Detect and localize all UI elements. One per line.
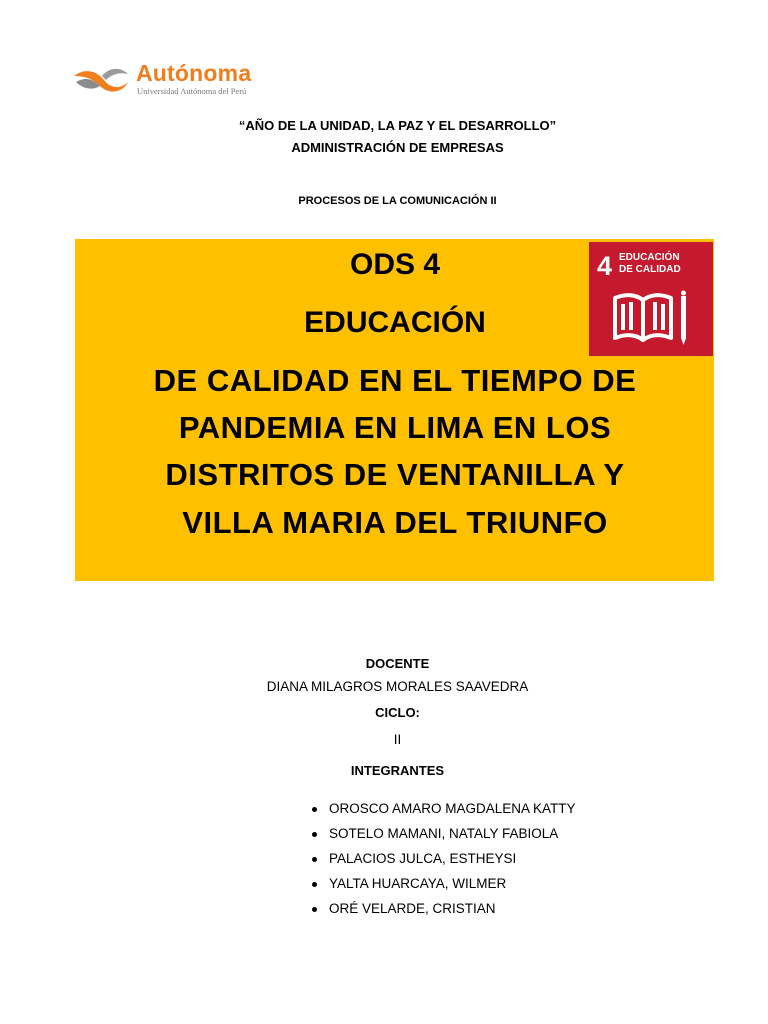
member-name: YALTA HUARCAYA, WILMER [329,876,507,891]
program-name: ADMINISTRACIÓN DE EMPRESAS [291,140,504,155]
sdg-label-line: DE CALIDAD [619,264,681,275]
teacher-name: DIANA MILAGROS MORALES SAAVEDRA [266,679,529,694]
title-line: VILLA MARIA DEL TRIUNFO [182,505,608,540]
cycle-label: CICLO: [375,705,420,720]
list-item [312,875,576,900]
cycle-value: II [393,732,402,747]
year-motto: “AÑO DE LA UNIDAD, LA PAZ Y EL DESARROLLO” [238,118,557,133]
bullet-icon [312,857,317,862]
sdg-label-line: EDUCACIÓN [619,252,680,263]
education-heading: EDUCACIÓN [304,306,486,339]
ods-heading: ODS 4 [349,248,441,281]
swoosh-logo-icon [72,64,130,94]
logo-wordmark: Autónoma [136,60,252,86]
sdg4-badge [589,242,713,356]
university-logo [72,60,262,100]
list-item [312,850,576,875]
bullet-icon [312,807,317,812]
bullet-icon [312,832,317,837]
bullet-icon [312,882,317,887]
teacher-label: DOCENTE [365,656,430,671]
list-item [312,900,576,925]
course-name: PROCESOS DE LA COMUNICACIÓN II [298,195,497,207]
title-line: DISTRITOS DE VENTANILLA Y [165,457,625,492]
list-item [312,800,576,825]
bullet-icon [312,907,317,912]
list-item [312,825,576,850]
member-name: PALACIOS JULCA, ESTHEYSI [329,851,517,866]
title-line: DE CALIDAD EN EL TIEMPO DE [153,363,637,398]
logo-subtitle: Universidad Autónoma del Perú [137,86,247,96]
members-label: INTEGRANTES [350,763,445,778]
book-pencil-icon [611,288,691,348]
member-name: ORÉ VELARDE, CRISTIAN [329,901,496,916]
members-list [312,800,576,925]
sdg-label [619,252,699,276]
member-name: SOTELO MAMANI, NATALY FABIOLA [329,826,559,841]
member-name: OROSCO AMARO MAGDALENA KATTY [329,801,576,816]
title-line: PANDEMIA EN LIMA EN LOS [178,410,612,445]
sdg-number: 4 [597,251,613,281]
